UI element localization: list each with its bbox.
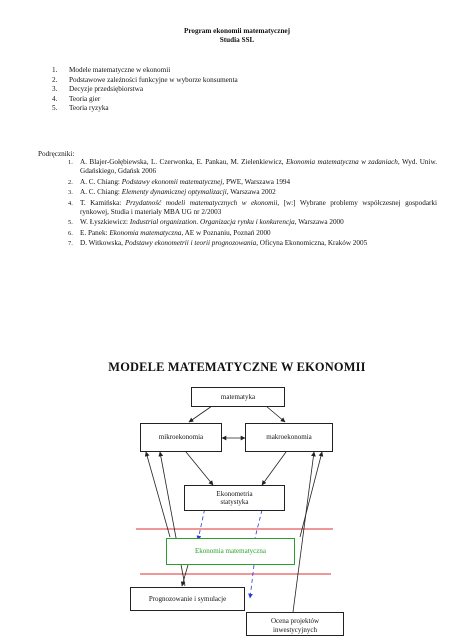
box-label: Ekonometria (216, 489, 253, 498)
box-prognozowanie (130, 587, 245, 611)
box-matematyka (191, 387, 285, 407)
list-item-number: 5. (52, 104, 58, 113)
connector-arrow (262, 452, 286, 485)
reference-author: A. Blajer-Gołębiewska, L. Czerwonka, E. Pankau, M. Zielenkiewicz, (80, 158, 286, 166)
connector-arrow (160, 452, 185, 586)
box-label: inwestycyjnych (273, 625, 317, 634)
reference-number: 3. (68, 189, 73, 197)
reference-number: 4. (68, 199, 73, 207)
diagram-title: MODELE MATEMATYCZNE W EKONOMII (108, 360, 366, 374)
list-item-number: 4. (52, 94, 58, 103)
box-label: Prognozowanie i symulacje (148, 594, 227, 603)
connector-arrow (300, 452, 322, 537)
reference-publisher: , Warszawa 2002 (226, 188, 276, 197)
box-label: Ekonomia matematyczna (195, 547, 266, 556)
list-item-text: Teoria ryzyka (69, 104, 109, 113)
connector-arrow (293, 452, 314, 612)
program-subtitle: Studia SSL (219, 36, 255, 44)
reference-publisher: , [w:] Wybrane problemy współczesnej gospodarki rynkowej, Studia i materiały MBA UG nr 2/2003 (80, 198, 438, 217)
list-item-text: Teoria gier (69, 94, 101, 103)
list-item-number: 1. (52, 66, 58, 74)
reference-number: 5. (68, 219, 73, 227)
connector-arrow (266, 406, 285, 422)
reference-title: Ekonomia matematyczna w zadaniach (286, 158, 398, 166)
reference-publisher: , AE w Poznaniu, Poznań 2000 (181, 228, 271, 237)
dashed-connector (255, 510, 262, 538)
reference-title: Podstawy ekonomii matematycznej (121, 177, 223, 186)
box-label: mikroekonomia (158, 433, 204, 442)
list-item-text: Decyzje przedsiębiorstwa (69, 85, 144, 94)
references-label: Podręczniki: (38, 150, 75, 158)
reference-publisher: , PWE, Warszawa 1994 (222, 177, 291, 186)
reference-title: Elementy dynamicznej optymalizacji (121, 188, 227, 197)
reference-author: A. C. Chiang: (80, 177, 122, 186)
list-item-text: Podstawowe zależności funkcyjne w wyborze konsumenta (69, 75, 238, 84)
reference-title: Ekonomia matematyczna (109, 228, 182, 237)
reference-author: D. Witkowska, (80, 239, 125, 248)
box-ekonomia-matematyczna (166, 538, 295, 565)
list-item-number: 2. (52, 75, 58, 84)
box-ocena-projektow (246, 612, 344, 636)
connector-arrow (146, 452, 170, 537)
dashed-connector (250, 565, 254, 598)
reference-author: T. Kamińska: (80, 198, 126, 207)
reference-title: Przydatność modeli matematycznych w ekonomii (125, 198, 278, 207)
reference-number: 1. (68, 159, 73, 166)
reference-number: 2. (68, 178, 73, 186)
reference-author: A. C. Chiang: (80, 188, 122, 197)
reference-author: W. Łyszkiewicz: (80, 218, 130, 227)
connector-arrow (189, 406, 212, 422)
reference-publisher: , Warszawa 2000 (294, 218, 344, 227)
program-title: Program ekonomii matematycznej (183, 27, 291, 35)
box-ekonometria (184, 485, 285, 511)
box-label: Ocena projektów (270, 617, 319, 625)
box-mikroekonomia (140, 423, 222, 452)
connector-arrow (186, 452, 213, 485)
reference-publisher: , Wyd. Uniw. Gdańskiego, Gdańsk 2006 (80, 158, 437, 176)
box-label: statystyka (220, 498, 249, 506)
box-label: makroekonomia (266, 433, 312, 442)
box-makroekonomia (245, 423, 333, 452)
reference-publisher: , Oficyna Ekonomiczna, Kraków 2005 (256, 239, 368, 248)
reference-number: 7. (68, 240, 73, 248)
reference-title: Podstawy ekonometrii i teorii prognozowania (124, 239, 257, 248)
box-label: matematyka (220, 392, 256, 401)
list-item-number: 3. (52, 85, 58, 94)
list-item-text: Modele matematyczne w ekonomii (69, 66, 171, 74)
reference-author: E. Panek: (80, 228, 110, 237)
reference-number: 6. (68, 229, 73, 237)
reference-title: Industrial organization. Organizacja rynku i konkurencja (129, 218, 295, 227)
